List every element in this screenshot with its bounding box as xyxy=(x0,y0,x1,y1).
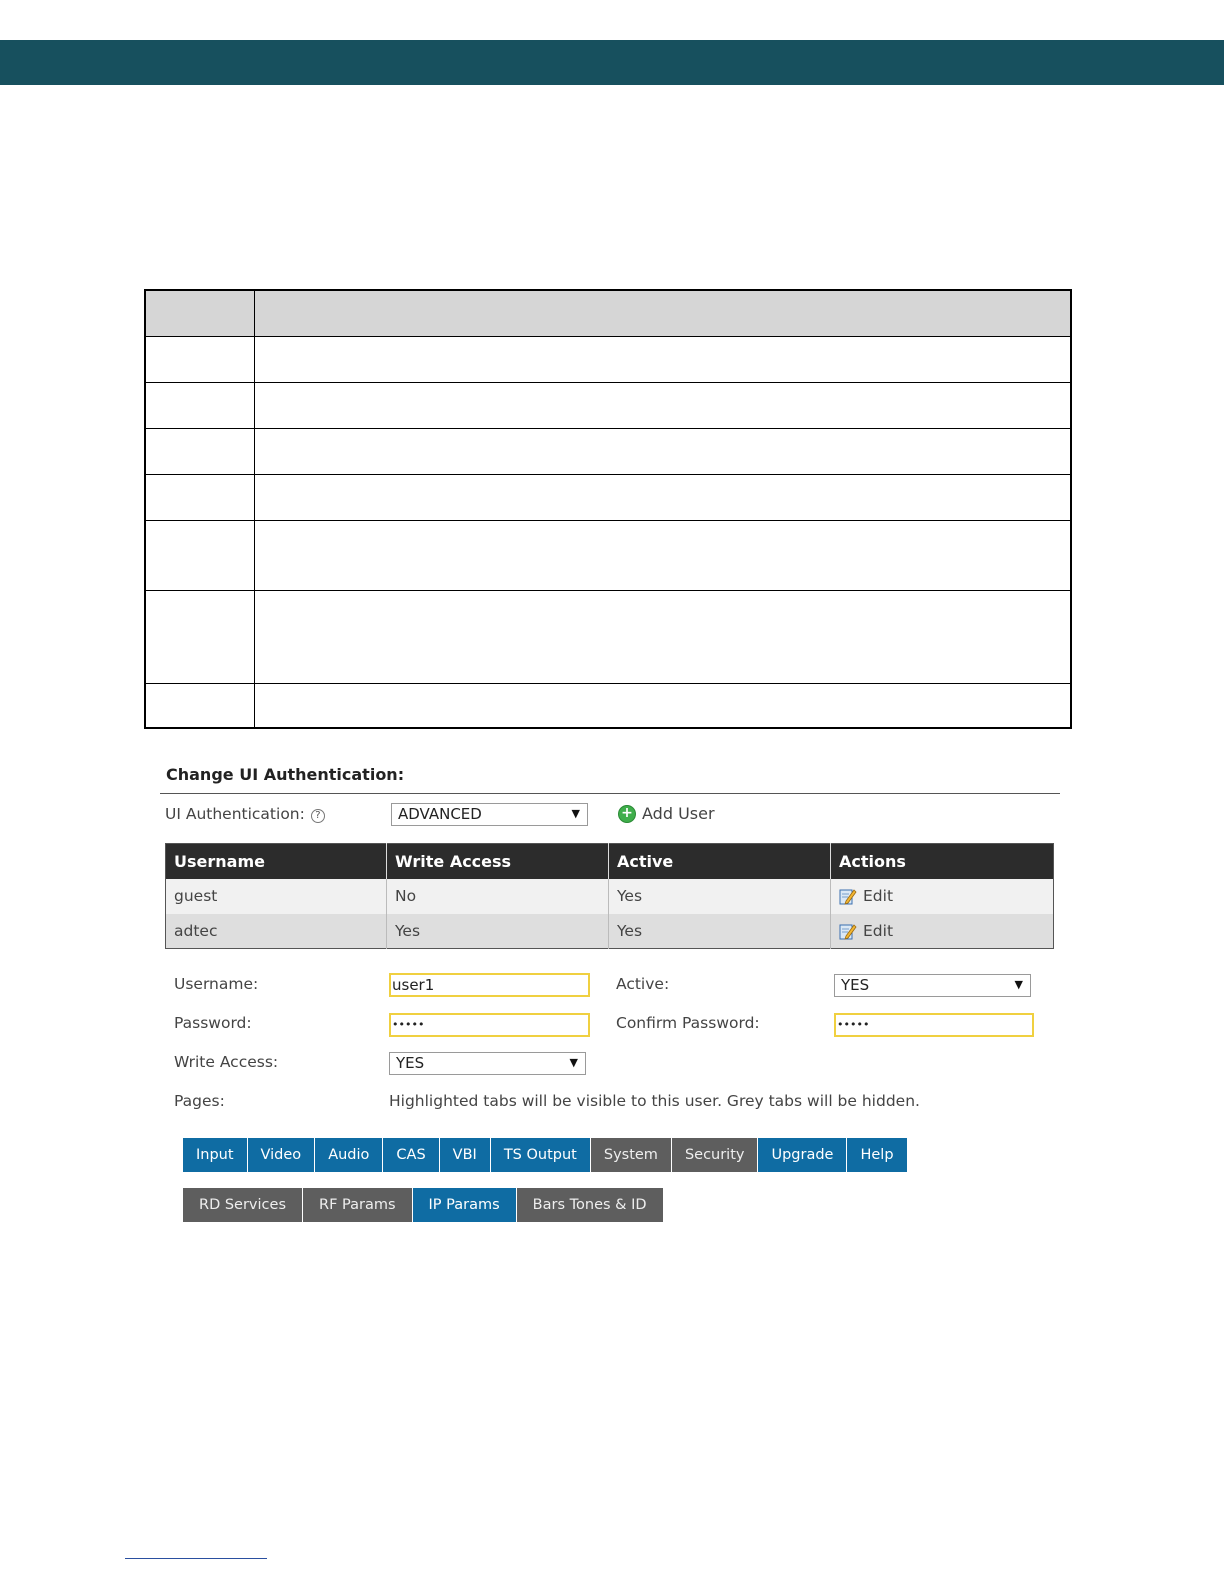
tab-video[interactable]: Video xyxy=(248,1138,315,1172)
section-divider xyxy=(160,793,1060,794)
document-table-row xyxy=(145,683,1071,728)
cell-actions xyxy=(831,914,1054,949)
pages-label: Pages: xyxy=(174,1092,225,1110)
write-access-label: Write Access: xyxy=(174,1053,279,1071)
pages-note: Highlighted tabs will be visible to this user. Grey tabs will be hidden. xyxy=(389,1092,920,1110)
footer-link-underline xyxy=(125,1558,267,1559)
write-access-value: YES xyxy=(396,1054,425,1072)
help-icon[interactable]: ? xyxy=(311,809,325,823)
tab-input[interactable]: Input xyxy=(183,1138,247,1172)
write-access-select[interactable] xyxy=(389,1052,586,1075)
document-table-row xyxy=(145,474,1071,520)
document-table-row xyxy=(145,336,1071,382)
add-user-label: Add User xyxy=(642,804,715,823)
document-table-row xyxy=(145,590,1071,683)
tab-ts-output[interactable]: TS Output xyxy=(491,1138,590,1172)
column-header-write-access: Write Access xyxy=(387,844,609,879)
column-header-active: Active xyxy=(609,844,831,879)
cell-username: adtec xyxy=(166,914,387,949)
tab-audio[interactable]: Audio xyxy=(315,1138,382,1172)
document-table xyxy=(144,289,1072,729)
ui-authentication-label xyxy=(165,805,325,823)
tab-rd-services[interactable]: RD Services xyxy=(183,1188,302,1222)
add-user-button[interactable] xyxy=(618,804,715,823)
edit-user-button[interactable] xyxy=(839,922,1045,940)
document-table-row xyxy=(145,382,1071,428)
confirm-password-field[interactable]: ••••• xyxy=(834,1013,1034,1037)
edit-label: Edit xyxy=(863,887,894,905)
tab-system[interactable]: System xyxy=(591,1138,671,1172)
tab-security[interactable]: Security xyxy=(672,1138,758,1172)
edit-user-button[interactable] xyxy=(839,887,1045,905)
users-table-header-row xyxy=(166,844,1054,879)
confirm-password-label: Confirm Password: xyxy=(616,1014,760,1032)
edit-label: Edit xyxy=(863,921,894,940)
edit-icon xyxy=(839,922,857,940)
username-label: Username: xyxy=(174,975,259,993)
tab-ip-params[interactable]: IP Params xyxy=(413,1188,516,1222)
section-title: Change UI Authentication: xyxy=(166,765,405,784)
cell-write-access: Yes xyxy=(387,914,609,949)
document-table-header-row xyxy=(145,290,1071,336)
table-row xyxy=(166,914,1054,949)
column-header-username: Username xyxy=(166,844,387,879)
active-select[interactable] xyxy=(834,974,1031,997)
page-tabs-row-1 xyxy=(183,1138,908,1172)
cell-active: Yes xyxy=(609,879,831,914)
chevron-down-icon: ▼ xyxy=(1014,978,1023,991)
ui-authentication-value: ADVANCED xyxy=(398,805,482,823)
header-band xyxy=(0,40,1224,85)
edit-icon xyxy=(839,887,857,905)
table-row xyxy=(166,879,1054,914)
page-tabs-row-2 xyxy=(183,1188,664,1222)
cell-write-access: No xyxy=(387,879,609,914)
ui-authentication-label-text: UI Authentication: xyxy=(165,805,305,823)
column-header-actions: Actions xyxy=(831,844,1054,879)
chevron-down-icon: ▼ xyxy=(571,807,580,820)
cell-username: guest xyxy=(166,879,387,914)
ui-authentication-select[interactable] xyxy=(391,803,588,826)
cell-actions xyxy=(831,879,1054,914)
password-label: Password: xyxy=(174,1014,252,1032)
add-circle-icon: + xyxy=(618,805,636,823)
active-value: YES xyxy=(841,976,870,994)
tab-cas[interactable]: CAS xyxy=(383,1138,438,1172)
cell-active: Yes xyxy=(609,914,831,949)
tab-help[interactable]: Help xyxy=(847,1138,906,1172)
username-field[interactable]: user1 xyxy=(389,973,590,997)
document-table-row xyxy=(145,428,1071,474)
tab-upgrade[interactable]: Upgrade xyxy=(758,1138,846,1172)
active-label: Active: xyxy=(616,975,670,993)
tab-vbi[interactable]: VBI xyxy=(440,1138,490,1172)
users-table xyxy=(165,843,1054,949)
tab-rf-params[interactable]: RF Params xyxy=(303,1188,412,1222)
tab-bars-tones-id[interactable]: Bars Tones & ID xyxy=(517,1188,663,1222)
chevron-down-icon: ▼ xyxy=(569,1056,578,1069)
document-table-row xyxy=(145,520,1071,590)
password-field[interactable]: ••••• xyxy=(389,1013,590,1037)
